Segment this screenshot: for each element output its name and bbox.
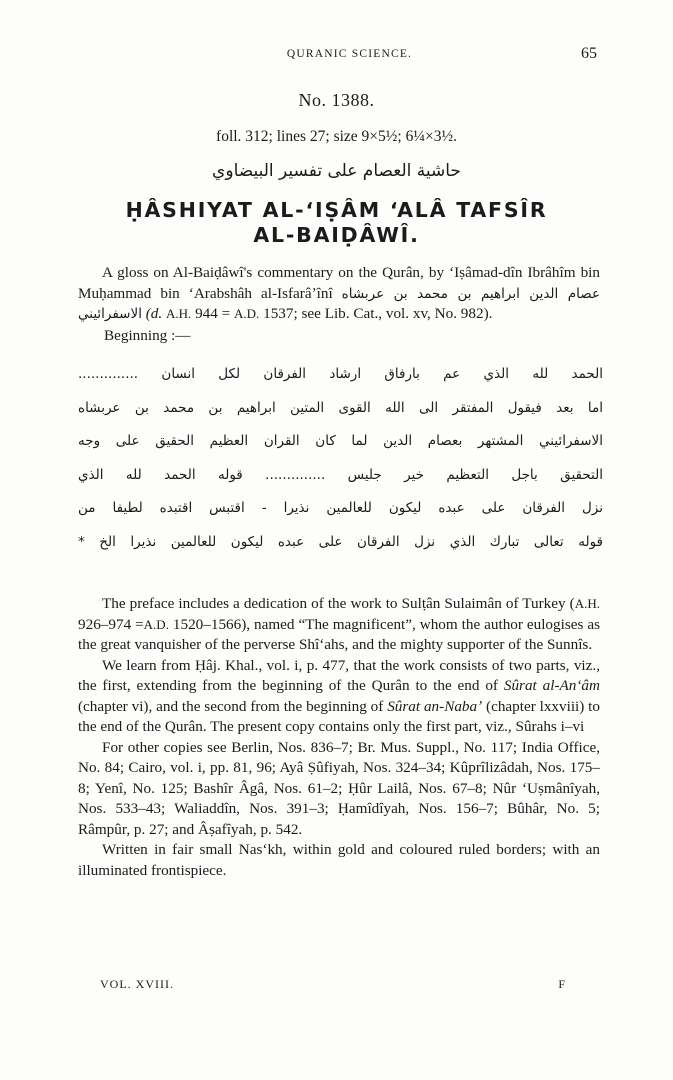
preface-text-1: The preface includes a dedication of the work to Sulṭân Sulaimân of Turkey (	[102, 595, 575, 612]
gloss-text-4: 1537; see Lib. Cat., vol. xv, No. 982).	[259, 305, 493, 322]
written-paragraph: Written in fair small Nasʻkh, within gold and coloured ruled borders; with an illuminated frontispiece.	[78, 841, 600, 879]
parts-text-2: (chapter vi), and the second from the beginning of	[78, 697, 388, 715]
ad-abbrev: A.D.	[234, 306, 260, 321]
beginning-label: Beginning :—	[104, 327, 191, 344]
gloss-text-3: 944 =	[191, 305, 231, 322]
page-number: 65	[581, 45, 597, 62]
arabic-title: حاشية العصام على تفسير البيضاوي	[212, 161, 461, 181]
copies-paragraph: For other copies see Berlin, Nos. 836–7; Br. Mus. Suppl., No. 117; India Office, No. 84; Cairo, vol. i, pp. 81, 96; Ayâ Ṣûfiyah, Nos. 324–34; Kûprîlizâdah, Nos. 175–8; Yenî, No. 125; Bashîr Âgâ, Nos. 61–2; Ḥûr Lailâ, Nos. 67–8; Nûr ʻUṣmânîyah, Nos. 533–43; Waliaddîn, Nos. 391–3; Ḥamîdîyah, Nos. 156–7; Bûhâr, No. 5; Râmpûr, p. 27; and Âṣafîyah, p. 542.	[78, 738, 600, 838]
parts-text-3: (chapter lxxviii) to the end of the Qurân. The present copy contains only the first part, viz., Sûrahs i–vi	[78, 697, 600, 735]
arabic-incipit-line: الاسفرائيني المشتهر بعصام الدين لما كان القران العظيم الحقيق على وجه	[78, 433, 603, 449]
preface-paragraph	[78, 594, 600, 656]
ah-abbrev: A.H.	[166, 306, 192, 321]
body-text	[78, 594, 600, 881]
volume-label: VOL. XVIII.	[100, 977, 174, 991]
parts-text-1: We learn from Ḥâj. Khal., vol. i, p. 477, that the work consists of two parts, viz., the first, extending from the beginning of the Qurân to the end of	[78, 656, 600, 694]
arabic-incipit-line: الحمد لله الذي عم بارفاق ارشاد الفرقان لكل انسان ..............	[78, 366, 603, 382]
preface-text-3: 1520–1566), named “The magnificent”, whom the author eulogises as the great vanquisher of the perverse Shîʻahs, and the mighty supporter of the Sunnîs.	[78, 615, 600, 653]
arabic-incipit-line: اما بعد فيقول المفتقر الى الله القوى المتين ابراهيم بن محمد بن عربشاه	[78, 399, 603, 416]
work-title	[60, 198, 613, 248]
gloss-paragraph	[78, 263, 600, 325]
preface-ah-abbrev: A.H.	[574, 596, 600, 611]
arabic-incipit-line: التحقيق باجل التعظيم خير جليس .............. قوله الحمد لله الذي	[78, 466, 603, 483]
running-head-title: QURANIC SCIENCE.	[286, 48, 413, 60]
arabic-incipit-line: نزل الفرقان على عبده ليكون للعالمين نذيرا - اقتبس اقتبده لطيفا من	[78, 500, 603, 516]
entry-number: No. 1388.	[298, 90, 375, 110]
work-title-line-1: ḤÂSHIYAT AL-ʻIṢÂM ʻALÂ TAFSÎR	[125, 198, 548, 222]
parts-paragraph	[78, 656, 600, 738]
gloss-text-2: (d.	[141, 305, 163, 322]
author-arabic-name: عصام الدين ابراهيم بن محمد بن عربشاه الاسفرائيني	[78, 285, 600, 322]
manuscript-description: foll. 312; lines 27; size 9×5½; 6¼×3½.	[216, 128, 457, 145]
preface-ad-abbrev: A.D.	[143, 616, 169, 632]
running-head	[102, 45, 597, 65]
preface-text-2: 926–974 =	[78, 615, 144, 633]
work-title-line-2: AL-BAIḌÂWÎ.	[253, 223, 420, 247]
gloss-text-1: A gloss on Al-Baiḍâwî's commentary on the Qurân, by ʻIṣâmad-dîn Ibrâhîm bin Muḥammad bin ʻArabshâh al-Isfarâʼînî	[78, 264, 600, 302]
surat-an-naba: Sûrat an-Nabaʼ	[387, 697, 483, 715]
signature-mark: F	[558, 977, 565, 991]
arabic-incipit-line: قوله تعالى تبارك الذي نزل الفرقان على عبده ليكون للعالمين نذيرا الخ *	[78, 533, 603, 550]
page-footer	[100, 977, 565, 993]
surat-al-anam: Sûrat al-Anʻâm	[503, 677, 600, 694]
arabic-incipit	[78, 366, 603, 567]
